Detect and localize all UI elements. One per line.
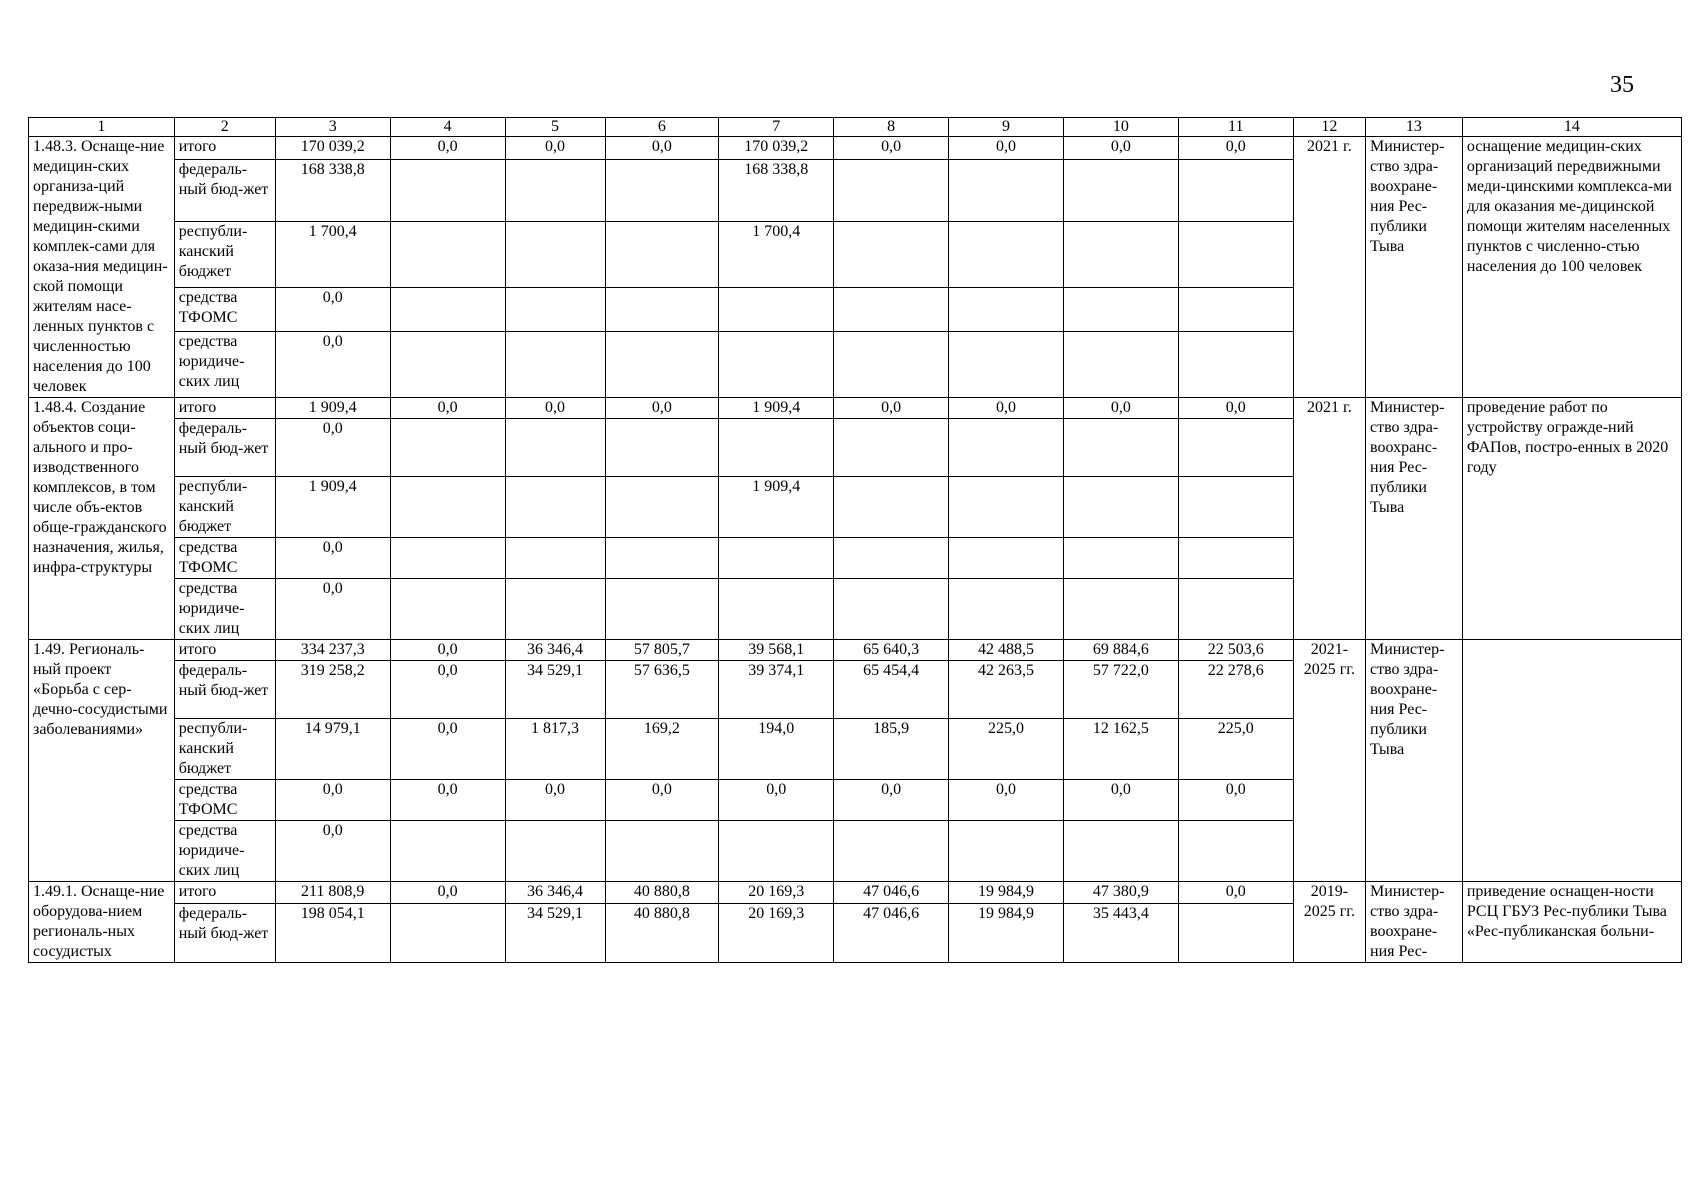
amount-cell [390, 477, 505, 538]
amount-cell [390, 332, 505, 398]
amount-cell: 0,0 [390, 398, 505, 419]
amount-cell: 1 909,4 [275, 398, 390, 419]
amount-cell [834, 538, 949, 579]
amount-cell [505, 477, 605, 538]
amount-cell: 319 258,2 [275, 661, 390, 719]
amount-cell: 185,9 [834, 719, 949, 780]
amount-cell [1063, 287, 1178, 331]
funding-source: итого [174, 882, 275, 904]
amount-cell [1063, 477, 1178, 538]
amount-cell [719, 419, 834, 477]
amount-cell [1178, 159, 1293, 222]
column-number-9: 9 [949, 118, 1064, 137]
funding-source: итого [174, 137, 275, 160]
funding-source: средства юридиче-ских лиц [174, 821, 275, 882]
amount-cell [834, 222, 949, 288]
table-row [29, 640, 1682, 661]
column-number-12: 12 [1293, 118, 1365, 137]
amount-cell [1178, 222, 1293, 288]
amount-cell: 1 909,4 [719, 398, 834, 419]
amount-cell: 0,0 [605, 780, 719, 821]
amount-cell [605, 419, 719, 477]
period-cell: 2021-2025 гг. [1293, 640, 1365, 882]
amount-cell: 0,0 [390, 882, 505, 904]
amount-cell: 1 817,3 [505, 719, 605, 780]
amount-cell: 168 338,8 [719, 159, 834, 222]
amount-cell [1063, 159, 1178, 222]
executor-cell: Министер-ство здра-воохране-ния Рес-публики Тыва [1366, 640, 1463, 882]
funding-source: итого [174, 398, 275, 419]
amount-cell: 0,0 [505, 780, 605, 821]
column-number-11: 11 [1178, 118, 1293, 137]
amount-cell [1178, 287, 1293, 331]
amount-cell: 0,0 [390, 719, 505, 780]
amount-cell: 0,0 [275, 821, 390, 882]
amount-cell [834, 821, 949, 882]
amount-cell [1178, 419, 1293, 477]
amount-cell [949, 821, 1064, 882]
amount-cell [1063, 579, 1178, 640]
column-number-14: 14 [1462, 118, 1681, 137]
amount-cell: 334 237,3 [275, 640, 390, 661]
amount-cell: 0,0 [949, 137, 1064, 160]
amount-cell: 0,0 [949, 398, 1064, 419]
amount-cell: 57 805,7 [605, 640, 719, 661]
table-row [29, 398, 1682, 419]
amount-cell: 169,2 [605, 719, 719, 780]
amount-cell: 47 046,6 [834, 903, 949, 962]
amount-cell: 0,0 [390, 640, 505, 661]
funding-source: средства ТФОМС [174, 780, 275, 821]
amount-cell [605, 821, 719, 882]
period-cell: 2019-2025 гг. [1293, 882, 1365, 963]
funding-source: федераль-ный бюд-жет [174, 903, 275, 962]
amount-cell: 0,0 [1178, 137, 1293, 160]
amount-cell [949, 419, 1064, 477]
amount-cell: 1 700,4 [719, 222, 834, 288]
amount-cell [390, 903, 505, 962]
amount-cell: 12 162,5 [1063, 719, 1178, 780]
amount-cell: 42 488,5 [949, 640, 1064, 661]
amount-cell: 34 529,1 [505, 903, 605, 962]
funding-source: республи-канский бюджет [174, 222, 275, 288]
amount-cell [605, 159, 719, 222]
funding-source: итого [174, 640, 275, 661]
amount-cell: 19 984,9 [949, 882, 1064, 904]
funding-source: федераль-ный бюд-жет [174, 419, 275, 477]
amount-cell [1063, 332, 1178, 398]
amount-cell [834, 419, 949, 477]
amount-cell: 170 039,2 [275, 137, 390, 160]
amount-cell: 0,0 [1178, 882, 1293, 904]
page-number: 35 [1610, 72, 1634, 98]
amount-cell [1063, 419, 1178, 477]
amount-cell: 0,0 [275, 780, 390, 821]
amount-cell [949, 538, 1064, 579]
amount-cell: 194,0 [719, 719, 834, 780]
amount-cell [605, 477, 719, 538]
amount-cell [505, 538, 605, 579]
amount-cell [1063, 538, 1178, 579]
amount-cell: 0,0 [1178, 398, 1293, 419]
amount-cell: 39 374,1 [719, 661, 834, 719]
amount-cell [719, 332, 834, 398]
amount-cell [719, 579, 834, 640]
amount-cell: 0,0 [275, 579, 390, 640]
amount-cell [1178, 477, 1293, 538]
amount-cell [605, 287, 719, 331]
amount-cell: 65 640,3 [834, 640, 949, 661]
amount-cell: 19 984,9 [949, 903, 1064, 962]
amount-cell: 0,0 [834, 780, 949, 821]
activity-name: 1.48.3. Оснаще-ние медицин-ских организа-ций передвиж-ными медицин-скими комплек-сами для оказа-ния медицин-ской помощи жителям насе-ленных пунктов с численностью населения до 100 человек [29, 137, 175, 398]
amount-cell [505, 419, 605, 477]
amount-cell: 225,0 [949, 719, 1064, 780]
column-number-1: 1 [29, 118, 175, 137]
activity-name: 1.49.1. Оснаще-ние оборудова-нием региональ-ных сосудистых [29, 882, 175, 963]
amount-cell: 20 169,3 [719, 882, 834, 904]
amount-cell [834, 332, 949, 398]
amount-cell: 0,0 [390, 780, 505, 821]
amount-cell [390, 821, 505, 882]
column-number-4: 4 [390, 118, 505, 137]
amount-cell: 0,0 [275, 538, 390, 579]
header-row [29, 118, 1682, 137]
column-number-2: 2 [174, 118, 275, 137]
amount-cell: 0,0 [1063, 137, 1178, 160]
amount-cell: 57 722,0 [1063, 661, 1178, 719]
funding-source: средства юридиче-ских лиц [174, 332, 275, 398]
amount-cell: 22 503,6 [1178, 640, 1293, 661]
result-cell [1462, 640, 1681, 882]
column-number-8: 8 [834, 118, 949, 137]
amount-cell: 20 169,3 [719, 903, 834, 962]
funding-source: республи-канский бюджет [174, 477, 275, 538]
amount-cell [605, 579, 719, 640]
result-cell: приведение оснащен-ности РСЦ ГБУЗ Рес-публики Тыва «Рес-публиканская больни- [1462, 882, 1681, 963]
amount-cell: 57 636,5 [605, 661, 719, 719]
executor-cell: Министер-ство здра-воохранс-ния Рес-публики Тыва [1366, 398, 1463, 640]
amount-cell: 69 884,6 [1063, 640, 1178, 661]
amount-cell: 36 346,4 [505, 882, 605, 904]
amount-cell: 0,0 [275, 287, 390, 331]
amount-cell: 39 568,1 [719, 640, 834, 661]
amount-cell: 14 979,1 [275, 719, 390, 780]
amount-cell [719, 821, 834, 882]
amount-cell [834, 579, 949, 640]
amount-cell [949, 332, 1064, 398]
amount-cell: 42 263,5 [949, 661, 1064, 719]
table-row [29, 882, 1682, 904]
amount-cell: 0,0 [1178, 780, 1293, 821]
amount-cell [605, 332, 719, 398]
activity-name: 1.49. Региональ-ный проект «Борьба с сер-дечно-сосудистыми заболеваниями» [29, 640, 175, 882]
result-cell: проведение работ по устройству огражде-ний ФАПов, постро-енных в 2020 году [1462, 398, 1681, 640]
funding-source: средства юридиче-ских лиц [174, 579, 275, 640]
amount-cell: 0,0 [605, 137, 719, 160]
result-cell: оснащение медицин-ских организаций передвижными меди-цинскими комплекса-ми для оказания ме-дицинской помощи жителям населенных пунктов с численно-стью населения до 100 человек [1462, 137, 1681, 398]
amount-cell: 0,0 [834, 137, 949, 160]
amount-cell: 0,0 [1063, 398, 1178, 419]
column-number-6: 6 [605, 118, 719, 137]
amount-cell: 0,0 [605, 398, 719, 419]
amount-cell [605, 222, 719, 288]
amount-cell [1178, 903, 1293, 962]
amount-cell [505, 332, 605, 398]
amount-cell [949, 159, 1064, 222]
column-number-13: 13 [1366, 118, 1463, 137]
amount-cell: 0,0 [505, 398, 605, 419]
amount-cell [1063, 821, 1178, 882]
amount-cell: 1 909,4 [719, 477, 834, 538]
amount-cell [390, 538, 505, 579]
amount-cell: 65 454,4 [834, 661, 949, 719]
amount-cell [949, 287, 1064, 331]
amount-cell [605, 538, 719, 579]
amount-cell [505, 579, 605, 640]
amount-cell [390, 287, 505, 331]
amount-cell [719, 538, 834, 579]
amount-cell: 47 046,6 [834, 882, 949, 904]
funding-source: республи-канский бюджет [174, 719, 275, 780]
amount-cell: 0,0 [1063, 780, 1178, 821]
column-number-5: 5 [505, 118, 605, 137]
funding-source: средства ТФОМС [174, 538, 275, 579]
amount-cell: 1 909,4 [275, 477, 390, 538]
amount-cell: 0,0 [390, 661, 505, 719]
executor-cell: Министер-ство здра-воохране-ния Рес-публики Тыва [1366, 137, 1463, 398]
amount-cell [390, 579, 505, 640]
budget-table [28, 117, 1682, 963]
amount-cell: 22 278,6 [1178, 661, 1293, 719]
amount-cell: 0,0 [505, 137, 605, 160]
amount-cell: 198 054,1 [275, 903, 390, 962]
amount-cell: 0,0 [390, 137, 505, 160]
amount-cell [719, 287, 834, 331]
activity-name: 1.48.4. Создание объектов соци-ального и про-изводственного комплексов, в том числе объ-ектов обще-гражданского назначения, жилья, инфра-структуры [29, 398, 175, 640]
column-number-10: 10 [1063, 118, 1178, 137]
amount-cell [949, 579, 1064, 640]
amount-cell [505, 222, 605, 288]
amount-cell [505, 287, 605, 331]
amount-cell [834, 287, 949, 331]
amount-cell [1178, 538, 1293, 579]
column-number-3: 3 [275, 118, 390, 137]
amount-cell: 211 808,9 [275, 882, 390, 904]
amount-cell: 168 338,8 [275, 159, 390, 222]
period-cell: 2021 г. [1293, 398, 1365, 640]
amount-cell [505, 159, 605, 222]
amount-cell: 170 039,2 [719, 137, 834, 160]
amount-cell: 225,0 [1178, 719, 1293, 780]
amount-cell [390, 419, 505, 477]
amount-cell: 0,0 [275, 332, 390, 398]
amount-cell: 35 443,4 [1063, 903, 1178, 962]
amount-cell: 0,0 [949, 780, 1064, 821]
column-number-7: 7 [719, 118, 834, 137]
amount-cell [390, 159, 505, 222]
period-cell: 2021 г. [1293, 137, 1365, 398]
amount-cell: 40 880,8 [605, 903, 719, 962]
amount-cell: 40 880,8 [605, 882, 719, 904]
amount-cell: 0,0 [719, 780, 834, 821]
amount-cell: 1 700,4 [275, 222, 390, 288]
funding-source: средства ТФОМС [174, 287, 275, 331]
amount-cell [1178, 821, 1293, 882]
amount-cell: 0,0 [275, 419, 390, 477]
executor-cell: Министер-ство здра-воохране-ния Рес- [1366, 882, 1463, 963]
amount-cell [834, 159, 949, 222]
table-row [29, 137, 1682, 160]
amount-cell [1063, 222, 1178, 288]
amount-cell: 47 380,9 [1063, 882, 1178, 904]
funding-source: федераль-ный бюд-жет [174, 661, 275, 719]
amount-cell [390, 222, 505, 288]
amount-cell [1178, 332, 1293, 398]
amount-cell [505, 821, 605, 882]
amount-cell: 34 529,1 [505, 661, 605, 719]
amount-cell: 0,0 [834, 398, 949, 419]
amount-cell [834, 477, 949, 538]
funding-source: федераль-ный бюд-жет [174, 159, 275, 222]
amount-cell [949, 222, 1064, 288]
amount-cell [1178, 579, 1293, 640]
amount-cell [949, 477, 1064, 538]
amount-cell: 36 346,4 [505, 640, 605, 661]
